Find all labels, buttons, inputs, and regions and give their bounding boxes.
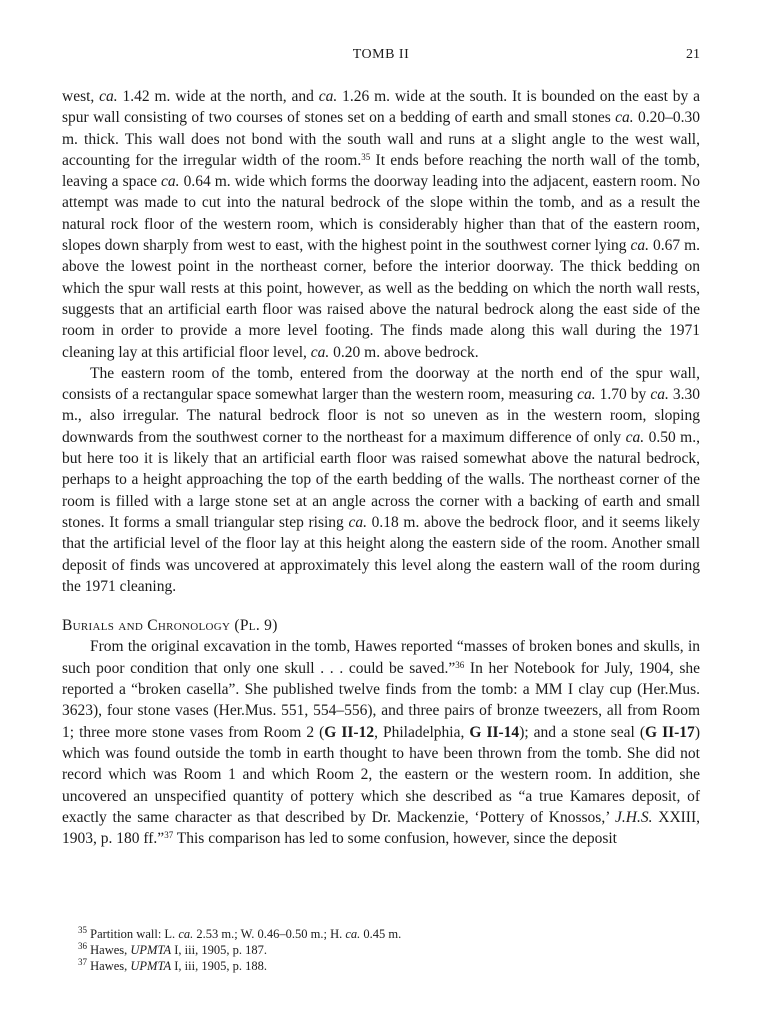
footnote-ref-36[interactable]: 36 xyxy=(455,659,465,670)
section-heading xyxy=(62,615,700,636)
paragraph-3: From the original excavation in the tomb, Hawes reported “masses of broken bones and skulls, in such poor condition that only one skull . . . could be saved.”$^{36}$ In her Notebook for July, 1904, she reported a “broken casella”. She published twelve finds from the tomb: a MM I clay cup (Her.Mus. 3623), four stone vases (Her.Mus. 551, 554–556), and three pairs of bronze tweezers, all from Room 1; three more stone vases from Room 2 (G II-12, Philadelphia, G II-14); and a stone seal (G II-17) which was found outside the tomb in earth thought to have been thrown from the tomb. She did not record which was Room 1 and which Room 2, the eastern or the western room. In addition, she uncovered an unspecified quantity of pottery which she described as “a true Kamares deposit, of exactly the same character as that described by Dr. Mackenzie, ‘Pottery of Knossos,’ J.H.S. XXIII, 1903, p. 180 ff.”$^{37}$ This comparison has led to some confusion, however, since the deposit xyxy=(62,638,701,848)
body-text xyxy=(62,86,700,849)
footnotes xyxy=(78,926,698,974)
footnote-37: $^{37}$ Hawes, UPMTA I, iii, 1905, p. 188. xyxy=(78,957,267,973)
paragraph-2: The eastern room of the tomb, entered from the doorway at the north end of the spur wall, consists of a rectangular space somewhat larger than the western room, measuring ca. 1.70 by ca. 3.30 m., also irregular. The natural bedrock floor is not so uneven as in the western room, sloping downwards from the southwest corner to the northeast for a maximum difference of only ca. 0.50 m., but here too it is likely that an artificial earth floor was raised somewhat above the natural bedrock, perhaps to a height approaching the top of the earth bedding of the walls. The northeast corner of the room is filled with a large stone set at an angle across the corner with a backing of earth and small stones. It forms a small triangular step rising ca. 0.18 m. above the bedrock floor, and it seems likely that the artificial level of the floor lay at this height along the eastern side of the room. Another small deposit of finds was uncovered at approximately this level along the eastern wall of the room during the 1971 cleaning. xyxy=(62,364,701,595)
running-head: TOMB II xyxy=(352,47,410,62)
footnote-36: $^{36}$ Hawes, UPMTA I, iii, 1905, p. 187. xyxy=(78,941,267,957)
plate-reference: (Pl. 9) xyxy=(230,617,278,635)
paragraph-1: west, ca. 1.42 m. wide at the north, and ca. 1.26 m. wide at the south. It is bounded on the east by a spur wall consisting of two courses of stones set on a bedding of earth and small stones ca. 0.20–0.30 m. thick. This wall does not bond with the south wall and runs at a slight angle to the west wall, accounting for the irregular width of the room.$^{35}$ It ends before reaching the north wall of the tomb, leaving a space ca. 0.64 m. wide which forms the doorway leading into the adjacent, eastern room. No attempt was made to cut into the natural bedrock of the slope within the tomb, and as a result the natural rock floor of the western room, which is considerably higher than that of the eastern room, slopes down sharply from west to east, with the highest point in the southwest corner lying ca. 0.67 m. above the lowest point in the northeast corner, before the interior doorway. The thick bedding on which the spur wall rests at this point, however, as well as the bedding on which the north wall rests, suggests that an artificial earth floor was raised above the natural bedrock along the east side of the room in order to provide a more level footing. The finds made along this wall during the 1971 cleaning lay at this artificial floor level, ca. 0.20 m. above bedrock. xyxy=(62,88,701,361)
page-number: 21 xyxy=(686,47,700,62)
page-header xyxy=(62,47,700,67)
footnote-ref-37[interactable]: 37 xyxy=(164,830,174,841)
section-title: Burials and Chronology xyxy=(62,617,231,635)
footnote-ref-35[interactable]: 35 xyxy=(361,151,371,162)
footnote-35: $^{35}$ Partition wall: L. ca. 2.53 m.; W. 0.46–0.50 m.; H. ca. 0.45 m. xyxy=(78,925,402,941)
